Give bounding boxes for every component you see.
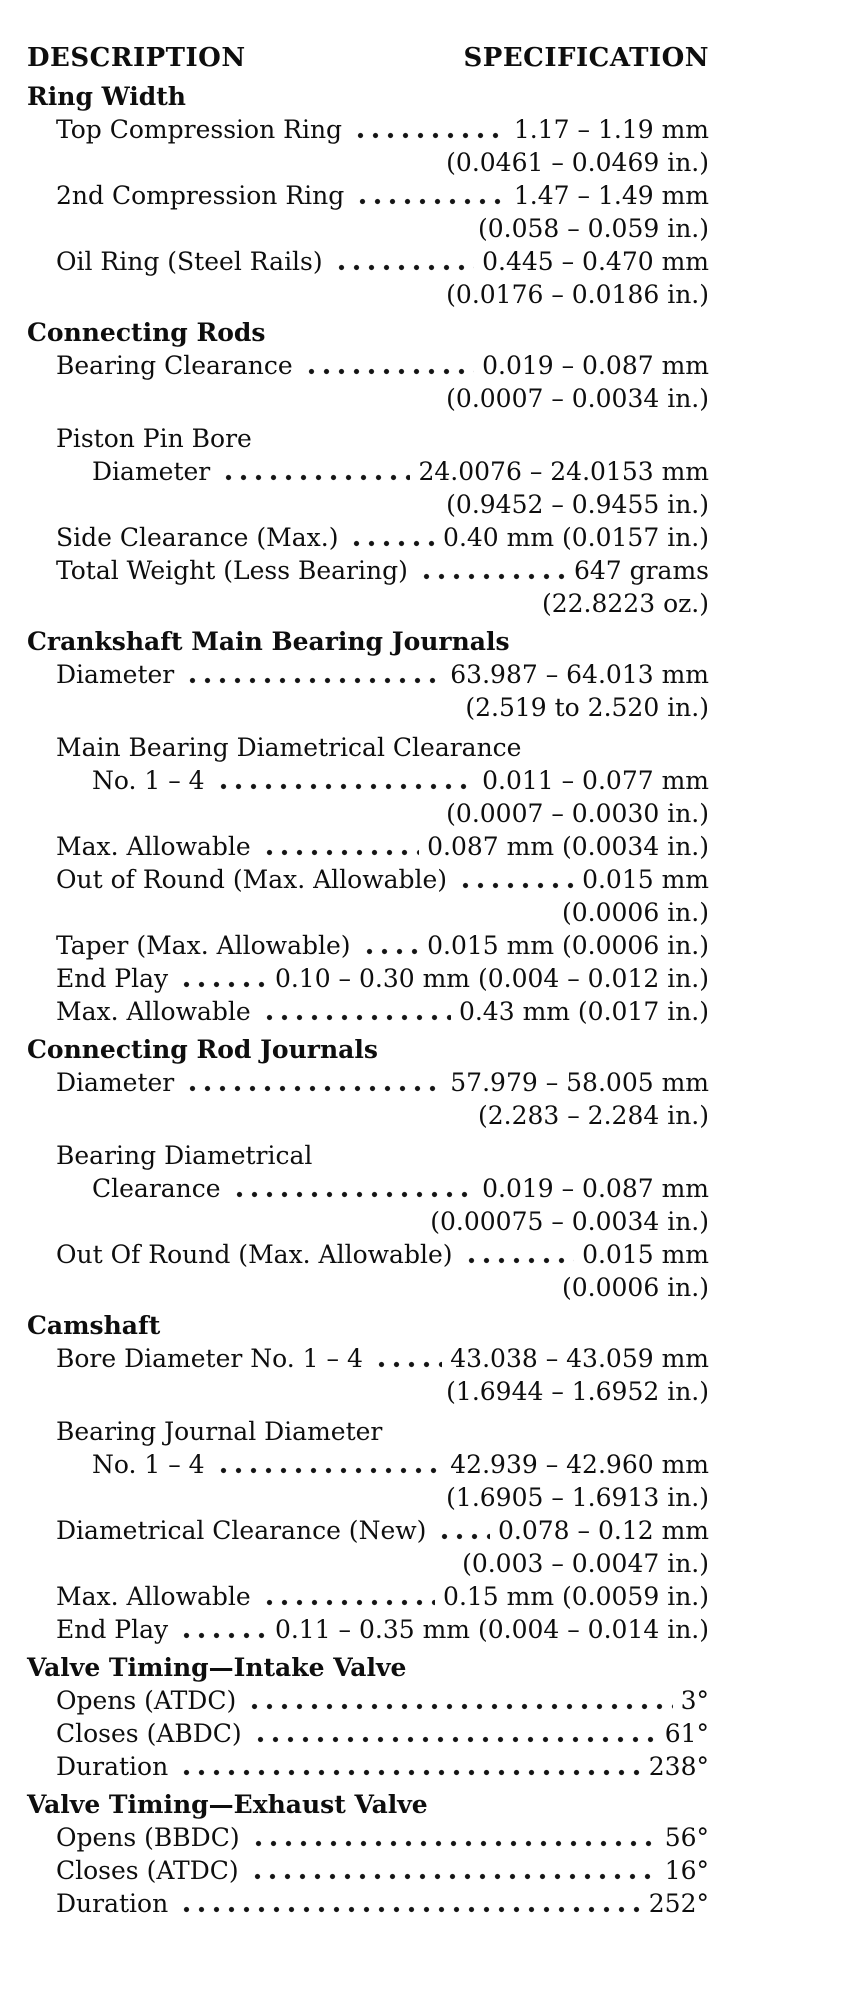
- spec-row: [27, 113, 709, 146]
- spec-value: 24.0076 – 24.0153 mm: [418, 457, 709, 486]
- spec-label: Max. Allowable: [56, 1582, 251, 1611]
- dot-leader: [462, 1238, 575, 1271]
- spec-label: Main Bearing Diametrical Clearance: [56, 733, 522, 762]
- spec-label: Opens (ATDC): [56, 1686, 237, 1715]
- spec-label: Diameter: [56, 660, 175, 689]
- spec-row: [27, 863, 709, 896]
- spec-row: [27, 1448, 709, 1481]
- spec-row: [27, 1415, 709, 1448]
- section-title: Connecting Rod Journals: [27, 1035, 378, 1064]
- column-header-specification: SPECIFICATION: [463, 43, 709, 73]
- dot-leader: [417, 554, 566, 587]
- spec-row: [27, 422, 709, 455]
- spec-label: Out of Round (Max. Allowable): [56, 865, 448, 894]
- spec-value: 43.038 – 43.059 mm: [450, 1344, 709, 1373]
- dot-leader: [456, 863, 574, 896]
- spec-value: 0.15 mm (0.0059 in.): [443, 1582, 709, 1611]
- spec-row: [27, 731, 709, 764]
- spec-value: 42.939 – 42.960 mm: [450, 1450, 709, 1479]
- spec-label: Taper (Max. Allowable): [56, 931, 351, 960]
- spec-value: (0.0176 – 0.0186 in.): [446, 280, 709, 309]
- spec-continuation-row: [27, 797, 709, 830]
- spec-continuation-row: [27, 1481, 709, 1514]
- spec-label: Bearing Journal Diameter: [56, 1417, 383, 1446]
- spec-value: 0.445 – 0.470 mm: [482, 247, 709, 276]
- spec-value: 0.087 mm (0.0034 in.): [427, 832, 709, 861]
- spec-value: 0.019 – 0.087 mm: [482, 351, 709, 380]
- spec-continuation-row: [27, 691, 709, 724]
- dot-leader: [214, 1448, 443, 1481]
- spec-label: Diameter: [56, 1068, 175, 1097]
- spec-value: (0.0007 – 0.0034 in.): [446, 384, 709, 413]
- spec-rows-container: [27, 80, 709, 1920]
- spec-row: [27, 1750, 709, 1783]
- spec-label: Opens (BBDC): [56, 1823, 240, 1852]
- spec-row: [27, 1717, 709, 1750]
- spec-row: [27, 1854, 709, 1887]
- dot-leader: [260, 830, 419, 863]
- spec-row: [27, 764, 709, 797]
- spec-label: Top Compression Ring: [56, 115, 343, 144]
- dot-leader: [248, 1854, 657, 1887]
- section-title: Valve Timing—Exhaust Valve: [27, 1790, 428, 1819]
- spec-value: 1.47 – 1.49 mm: [513, 181, 709, 210]
- spec-value: 63.987 – 64.013 mm: [450, 660, 709, 689]
- spec-value: 0.078 – 0.12 mm: [498, 1516, 709, 1545]
- spec-label: Clearance: [92, 1174, 221, 1203]
- spec-label: Duration: [56, 1889, 169, 1918]
- section-title: Valve Timing—Intake Valve: [27, 1653, 407, 1682]
- dot-leader: [347, 521, 435, 554]
- spec-row: [27, 521, 709, 554]
- dot-leader: [245, 1684, 672, 1717]
- spec-row: [27, 1887, 709, 1920]
- section-title: Crankshaft Main Bearing Journals: [27, 627, 510, 656]
- dot-leader: [260, 1580, 435, 1613]
- spec-row: [27, 245, 709, 278]
- dot-leader: [219, 455, 410, 488]
- dot-leader: [214, 764, 475, 797]
- spec-continuation-row: [27, 146, 709, 179]
- spec-value: 0.019 – 0.087 mm: [482, 1174, 709, 1203]
- dot-leader: [360, 929, 420, 962]
- spec-continuation-row: [27, 212, 709, 245]
- spec-value: 238°: [648, 1752, 709, 1781]
- spec-label: No. 1 – 4: [92, 766, 205, 795]
- spec-value: (0.0007 – 0.0030 in.): [446, 799, 709, 828]
- spec-label: Closes (ATDC): [56, 1856, 239, 1885]
- spec-row: [27, 830, 709, 863]
- section-title: Ring Width: [27, 82, 186, 111]
- spec-row: [27, 1580, 709, 1613]
- section-title: Connecting Rods: [27, 318, 266, 347]
- spec-continuation-row: [27, 1547, 709, 1580]
- spec-label: Bore Diameter No. 1 – 4: [56, 1344, 363, 1373]
- spec-row: [27, 1684, 709, 1717]
- spec-label: Max. Allowable: [56, 997, 251, 1026]
- spec-value: (0.0006 in.): [562, 898, 709, 927]
- spec-row: [27, 995, 709, 1028]
- spec-value: 0.015 mm (0.0006 in.): [427, 931, 709, 960]
- spec-row: [27, 1139, 709, 1172]
- spec-label: End Play: [56, 964, 169, 993]
- spec-label: Max. Allowable: [56, 832, 251, 861]
- spec-value: (2.283 – 2.284 in.): [477, 1101, 709, 1130]
- dot-leader: [177, 1613, 267, 1646]
- dot-leader: [372, 1342, 442, 1375]
- dot-leader: [353, 179, 506, 212]
- dot-leader: [260, 995, 451, 1028]
- spec-row: [27, 554, 709, 587]
- dot-leader: [435, 1514, 490, 1547]
- dot-leader: [177, 962, 267, 995]
- spec-continuation-row: [27, 587, 709, 620]
- spec-value: 57.979 – 58.005 mm: [450, 1068, 709, 1097]
- dot-leader: [183, 658, 442, 691]
- spec-value: (0.00075 – 0.0034 in.): [430, 1207, 709, 1236]
- spec-value: 0.015 mm: [582, 1240, 709, 1269]
- spec-continuation-row: [27, 488, 709, 521]
- spec-label: 2nd Compression Ring: [56, 181, 345, 210]
- spec-row: [27, 1821, 709, 1854]
- spec-value: 252°: [648, 1889, 709, 1918]
- table-header: [27, 42, 709, 75]
- spec-row: [27, 1238, 709, 1271]
- spec-continuation-row: [27, 1375, 709, 1408]
- spec-value: (0.058 – 0.059 in.): [477, 214, 709, 243]
- spec-value: 16°: [664, 1856, 709, 1885]
- spec-label: Total Weight (Less Bearing): [56, 556, 408, 585]
- dot-leader: [177, 1887, 641, 1920]
- spec-row: [27, 929, 709, 962]
- spec-label: Bearing Diametrical: [56, 1141, 313, 1170]
- spec-row: [27, 1342, 709, 1375]
- spec-value: 3°: [680, 1686, 709, 1715]
- spec-value: 0.015 mm: [582, 865, 709, 894]
- dot-leader: [177, 1750, 641, 1783]
- spec-label: Closes (ABDC): [56, 1719, 242, 1748]
- spec-value: (1.6905 – 1.6913 in.): [446, 1483, 709, 1512]
- spec-value: 0.40 mm (0.0157 in.): [443, 523, 709, 552]
- spec-row: [27, 455, 709, 488]
- dot-leader: [251, 1717, 657, 1750]
- spec-continuation-row: [27, 382, 709, 415]
- spec-row: [27, 962, 709, 995]
- spec-label: End Play: [56, 1615, 169, 1644]
- spec-continuation-row: [27, 896, 709, 929]
- dot-leader: [230, 1172, 475, 1205]
- spec-value: (1.6944 – 1.6952 in.): [446, 1377, 709, 1406]
- spec-label: No. 1 – 4: [92, 1450, 205, 1479]
- spec-value: 0.10 – 0.30 mm (0.004 – 0.012 in.): [274, 964, 709, 993]
- spec-label: Piston Pin Bore: [56, 424, 252, 453]
- spec-value: (0.0006 in.): [562, 1273, 709, 1302]
- dot-leader: [351, 113, 506, 146]
- spec-value: (22.8223 oz.): [541, 589, 709, 618]
- spec-row: [27, 1613, 709, 1646]
- dot-leader: [249, 1821, 657, 1854]
- dot-leader: [183, 1066, 442, 1099]
- column-header-description: DESCRIPTION: [27, 43, 246, 73]
- spec-value: (0.9452 – 0.9455 in.): [446, 490, 709, 519]
- spec-label: Duration: [56, 1752, 169, 1781]
- spec-value: 61°: [664, 1719, 709, 1748]
- spec-row: [27, 1066, 709, 1099]
- spec-row: [27, 658, 709, 691]
- spec-label: Oil Ring (Steel Rails): [56, 247, 323, 276]
- spec-value: 0.43 mm (0.017 in.): [458, 997, 709, 1026]
- spec-value: 0.011 – 0.077 mm: [482, 766, 709, 795]
- spec-continuation-row: [27, 278, 709, 311]
- spec-continuation-row: [27, 1271, 709, 1304]
- spec-label: Out Of Round (Max. Allowable): [56, 1240, 453, 1269]
- spec-value: (0.0461 – 0.0469 in.): [446, 148, 709, 177]
- spec-label: Diameter: [92, 457, 211, 486]
- spec-value: (0.003 – 0.0047 in.): [462, 1549, 709, 1578]
- spec-row: [27, 1172, 709, 1205]
- spec-label: Bearing Clearance: [56, 351, 293, 380]
- spec-row: [27, 179, 709, 212]
- section-title: Camshaft: [27, 1311, 161, 1340]
- dot-leader: [302, 349, 474, 382]
- spec-continuation-row: [27, 1099, 709, 1132]
- dot-leader: [332, 245, 474, 278]
- spec-value: 1.17 – 1.19 mm: [513, 115, 709, 144]
- spec-value: 0.11 – 0.35 mm (0.004 – 0.014 in.): [274, 1615, 709, 1644]
- spec-continuation-row: [27, 1205, 709, 1238]
- spec-label: Diametrical Clearance (New): [56, 1516, 427, 1545]
- spec-value: (2.519 to 2.520 in.): [465, 693, 709, 722]
- spec-row: [27, 349, 709, 382]
- spec-row: [27, 1514, 709, 1547]
- spec-value: 647 grams: [573, 556, 709, 585]
- spec-value: 56°: [664, 1823, 709, 1852]
- spec-label: Side Clearance (Max.): [56, 523, 339, 552]
